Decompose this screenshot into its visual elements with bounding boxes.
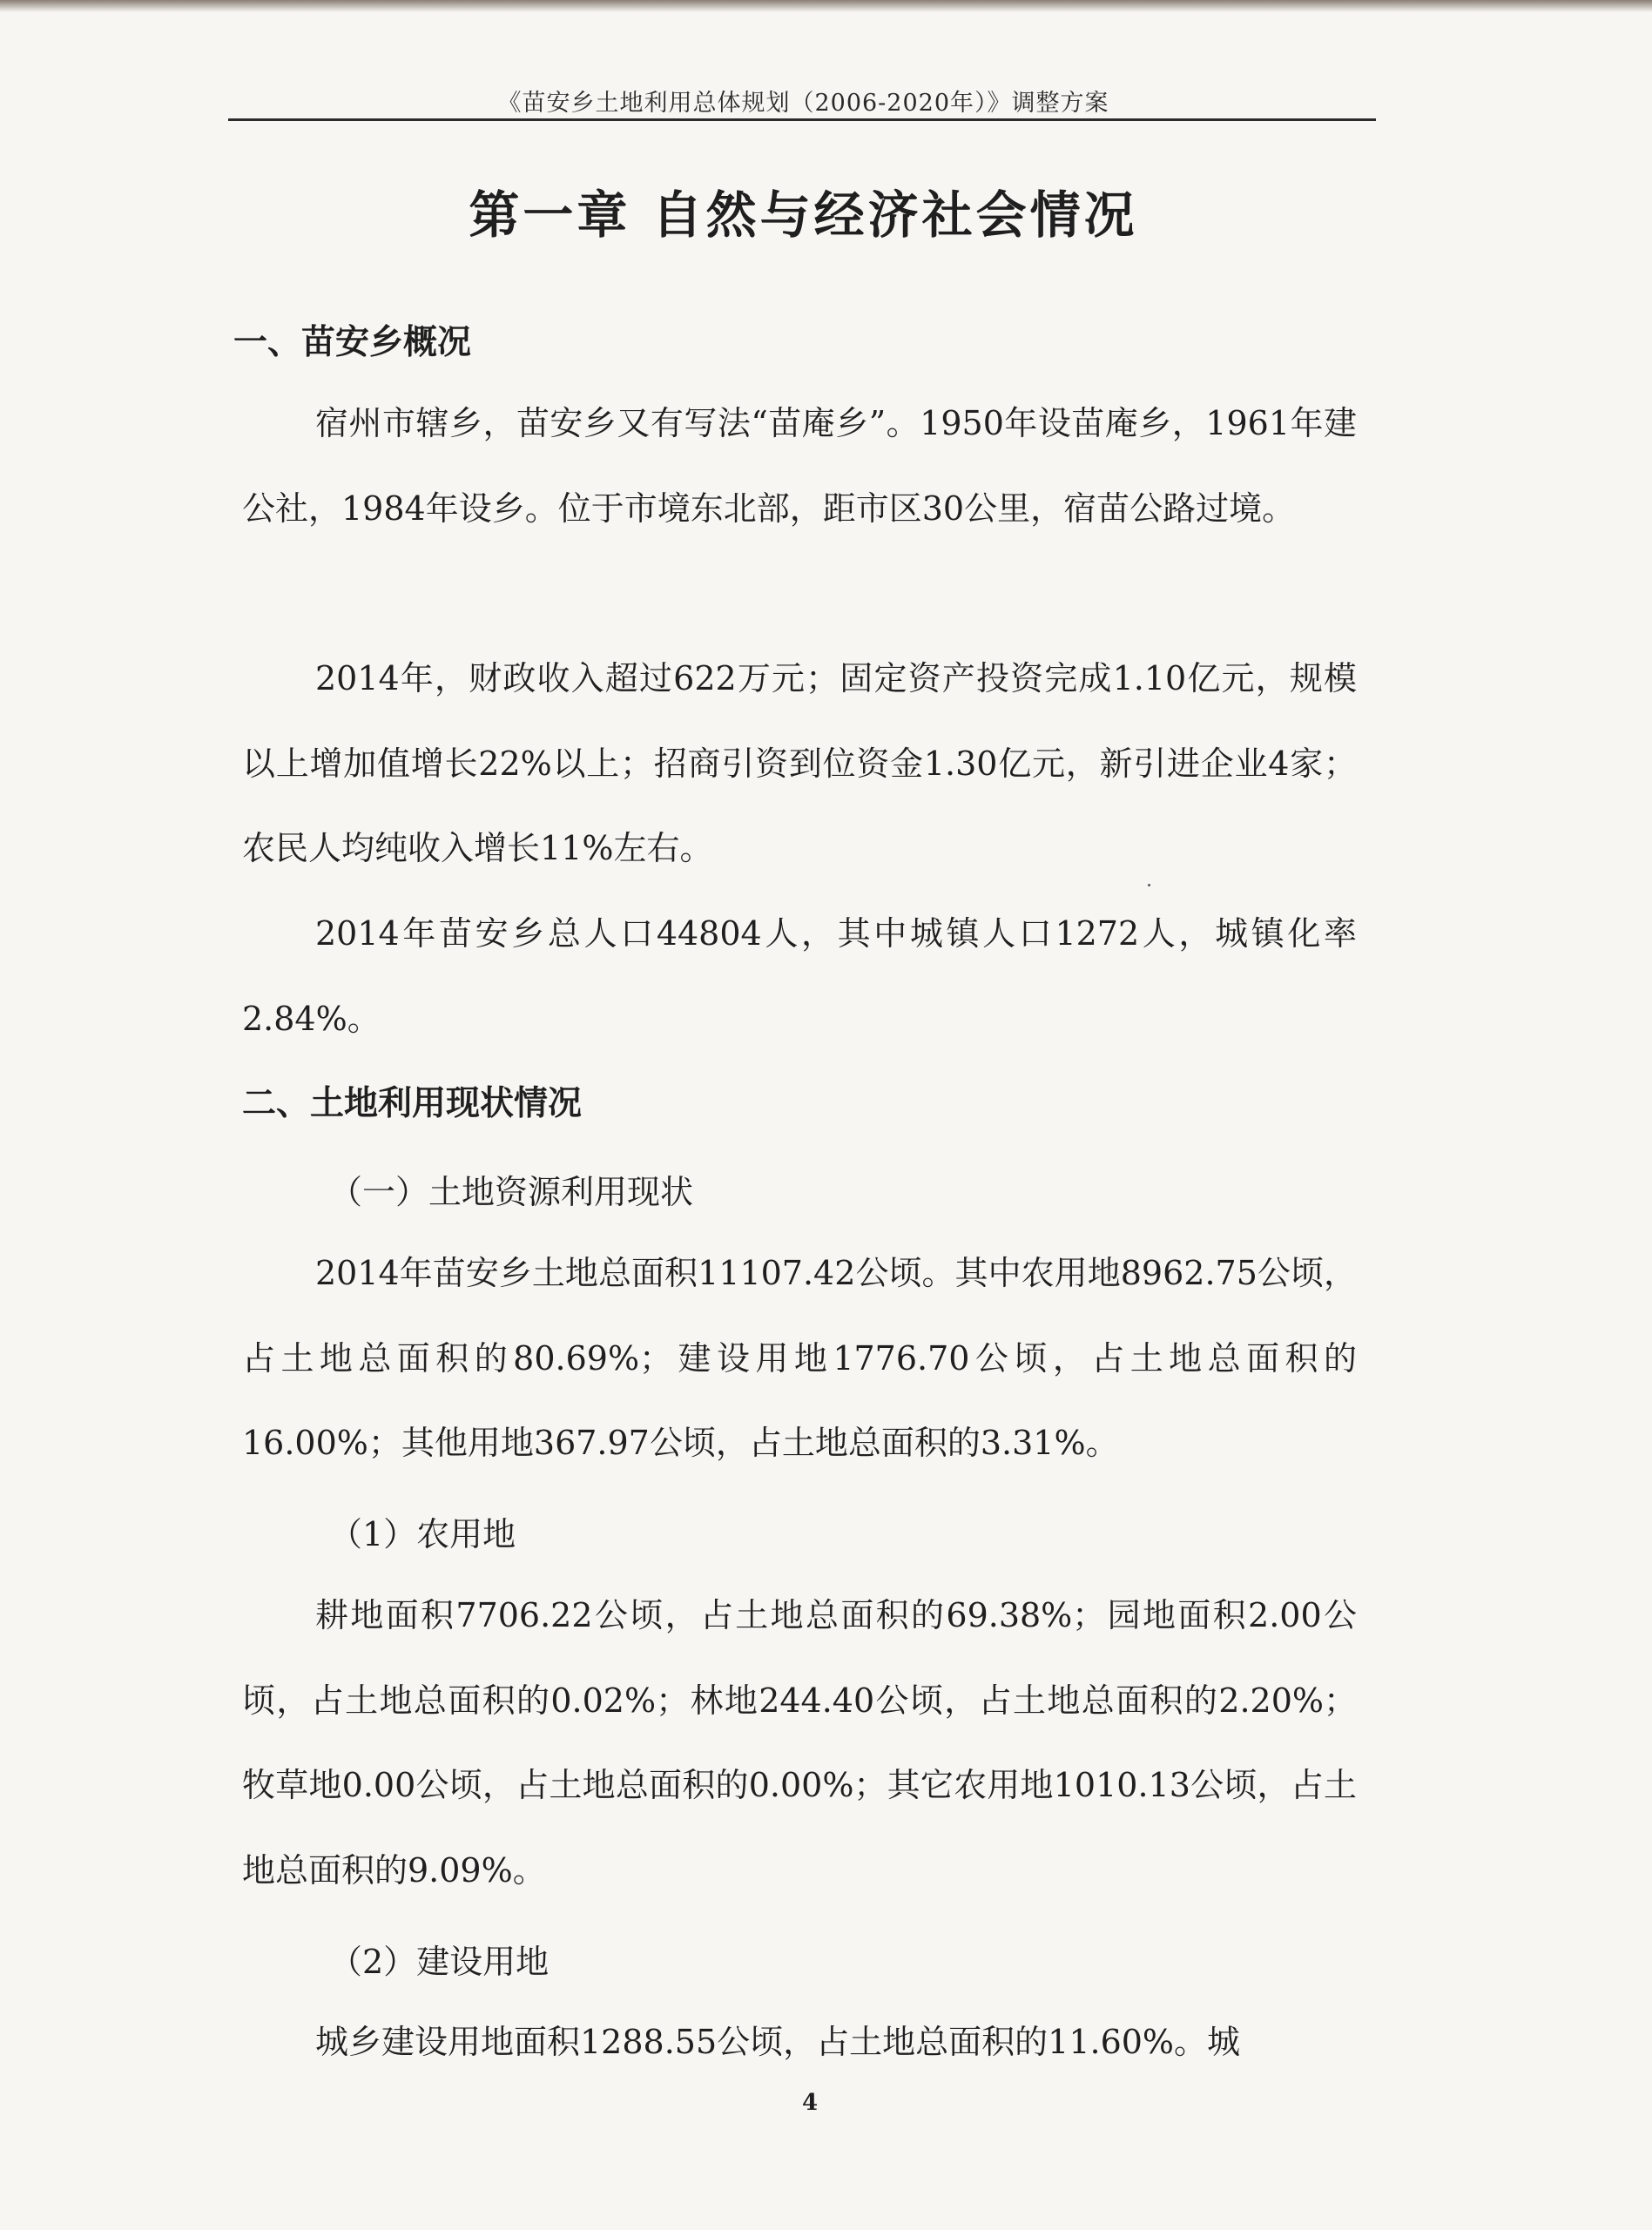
running-header: 《苗安乡土地利用总体规划（2006-2020年）》调整方案 — [497, 90, 1109, 117]
paragraph-land-total: 2014年苗安乡土地总面积11107.42公顷。其中农用地8962.75公顷，占土地总面积的80.69%；建设用地1776.70公顷，占土地总面积的16.00%；其他用地367.97公顷，占土地总面积的3.31%。 — [242, 1254, 1357, 1462]
paragraph-overview-economy: 2014年，财政收入超过622万元；固定资产投资完成1.10亿元，规模以上增加值增长22%以上；招商引资到位资金1.30亿元，新引进企业4家；农民人均纯收入增长11%左右。 — [242, 659, 1358, 867]
scan-edge-shadow — [0, 0, 1652, 12]
section-heading-land-use: 二、土地利用现状情况 — [242, 1084, 583, 1123]
header-divider — [228, 118, 1376, 121]
chapter-title: 第一章 自然与经济社会情况 — [469, 185, 1138, 245]
scan-speck — [1148, 884, 1150, 886]
page-number: 4 — [801, 2090, 819, 2116]
subsection-heading-land-resources: （一）土地资源利用现状 — [329, 1173, 694, 1211]
paragraph-overview-history: 宿州市辖乡，苗安乡又有写法“苗庵乡”。1950年设苗庵乡，1961年建公社，1984年设乡。位于市境东北部，距市区30公里，宿苗公路过境。 — [242, 404, 1357, 528]
paragraph-overview-population: 2014年苗安乡总人口44804人，其中城镇人口1272人，城镇化率2.84%。 — [242, 914, 1357, 1038]
paragraph-construction-land: 城乡建设用地面积1288.55公顷，占土地总面积的11.60%。城 — [315, 2023, 1241, 2061]
item-heading-construction-land: （2）建设用地 — [329, 1943, 550, 1981]
section-heading-overview: 一、苗安乡概况 — [233, 323, 472, 362]
paragraph-agricultural-land: 耕地面积7706.22公顷，占土地总面积的69.38%；园地面积2.00公顷，占土地总面积的0.02%；林地244.40公顷，占土地总面积的2.20%；牧草地0.00公顷，占土地总面积的0.00%；其它农用地1010.13公顷，占土地总面积的9.09%。 — [242, 1596, 1357, 1890]
item-heading-agricultural-land: （1）农用地 — [329, 1515, 516, 1553]
